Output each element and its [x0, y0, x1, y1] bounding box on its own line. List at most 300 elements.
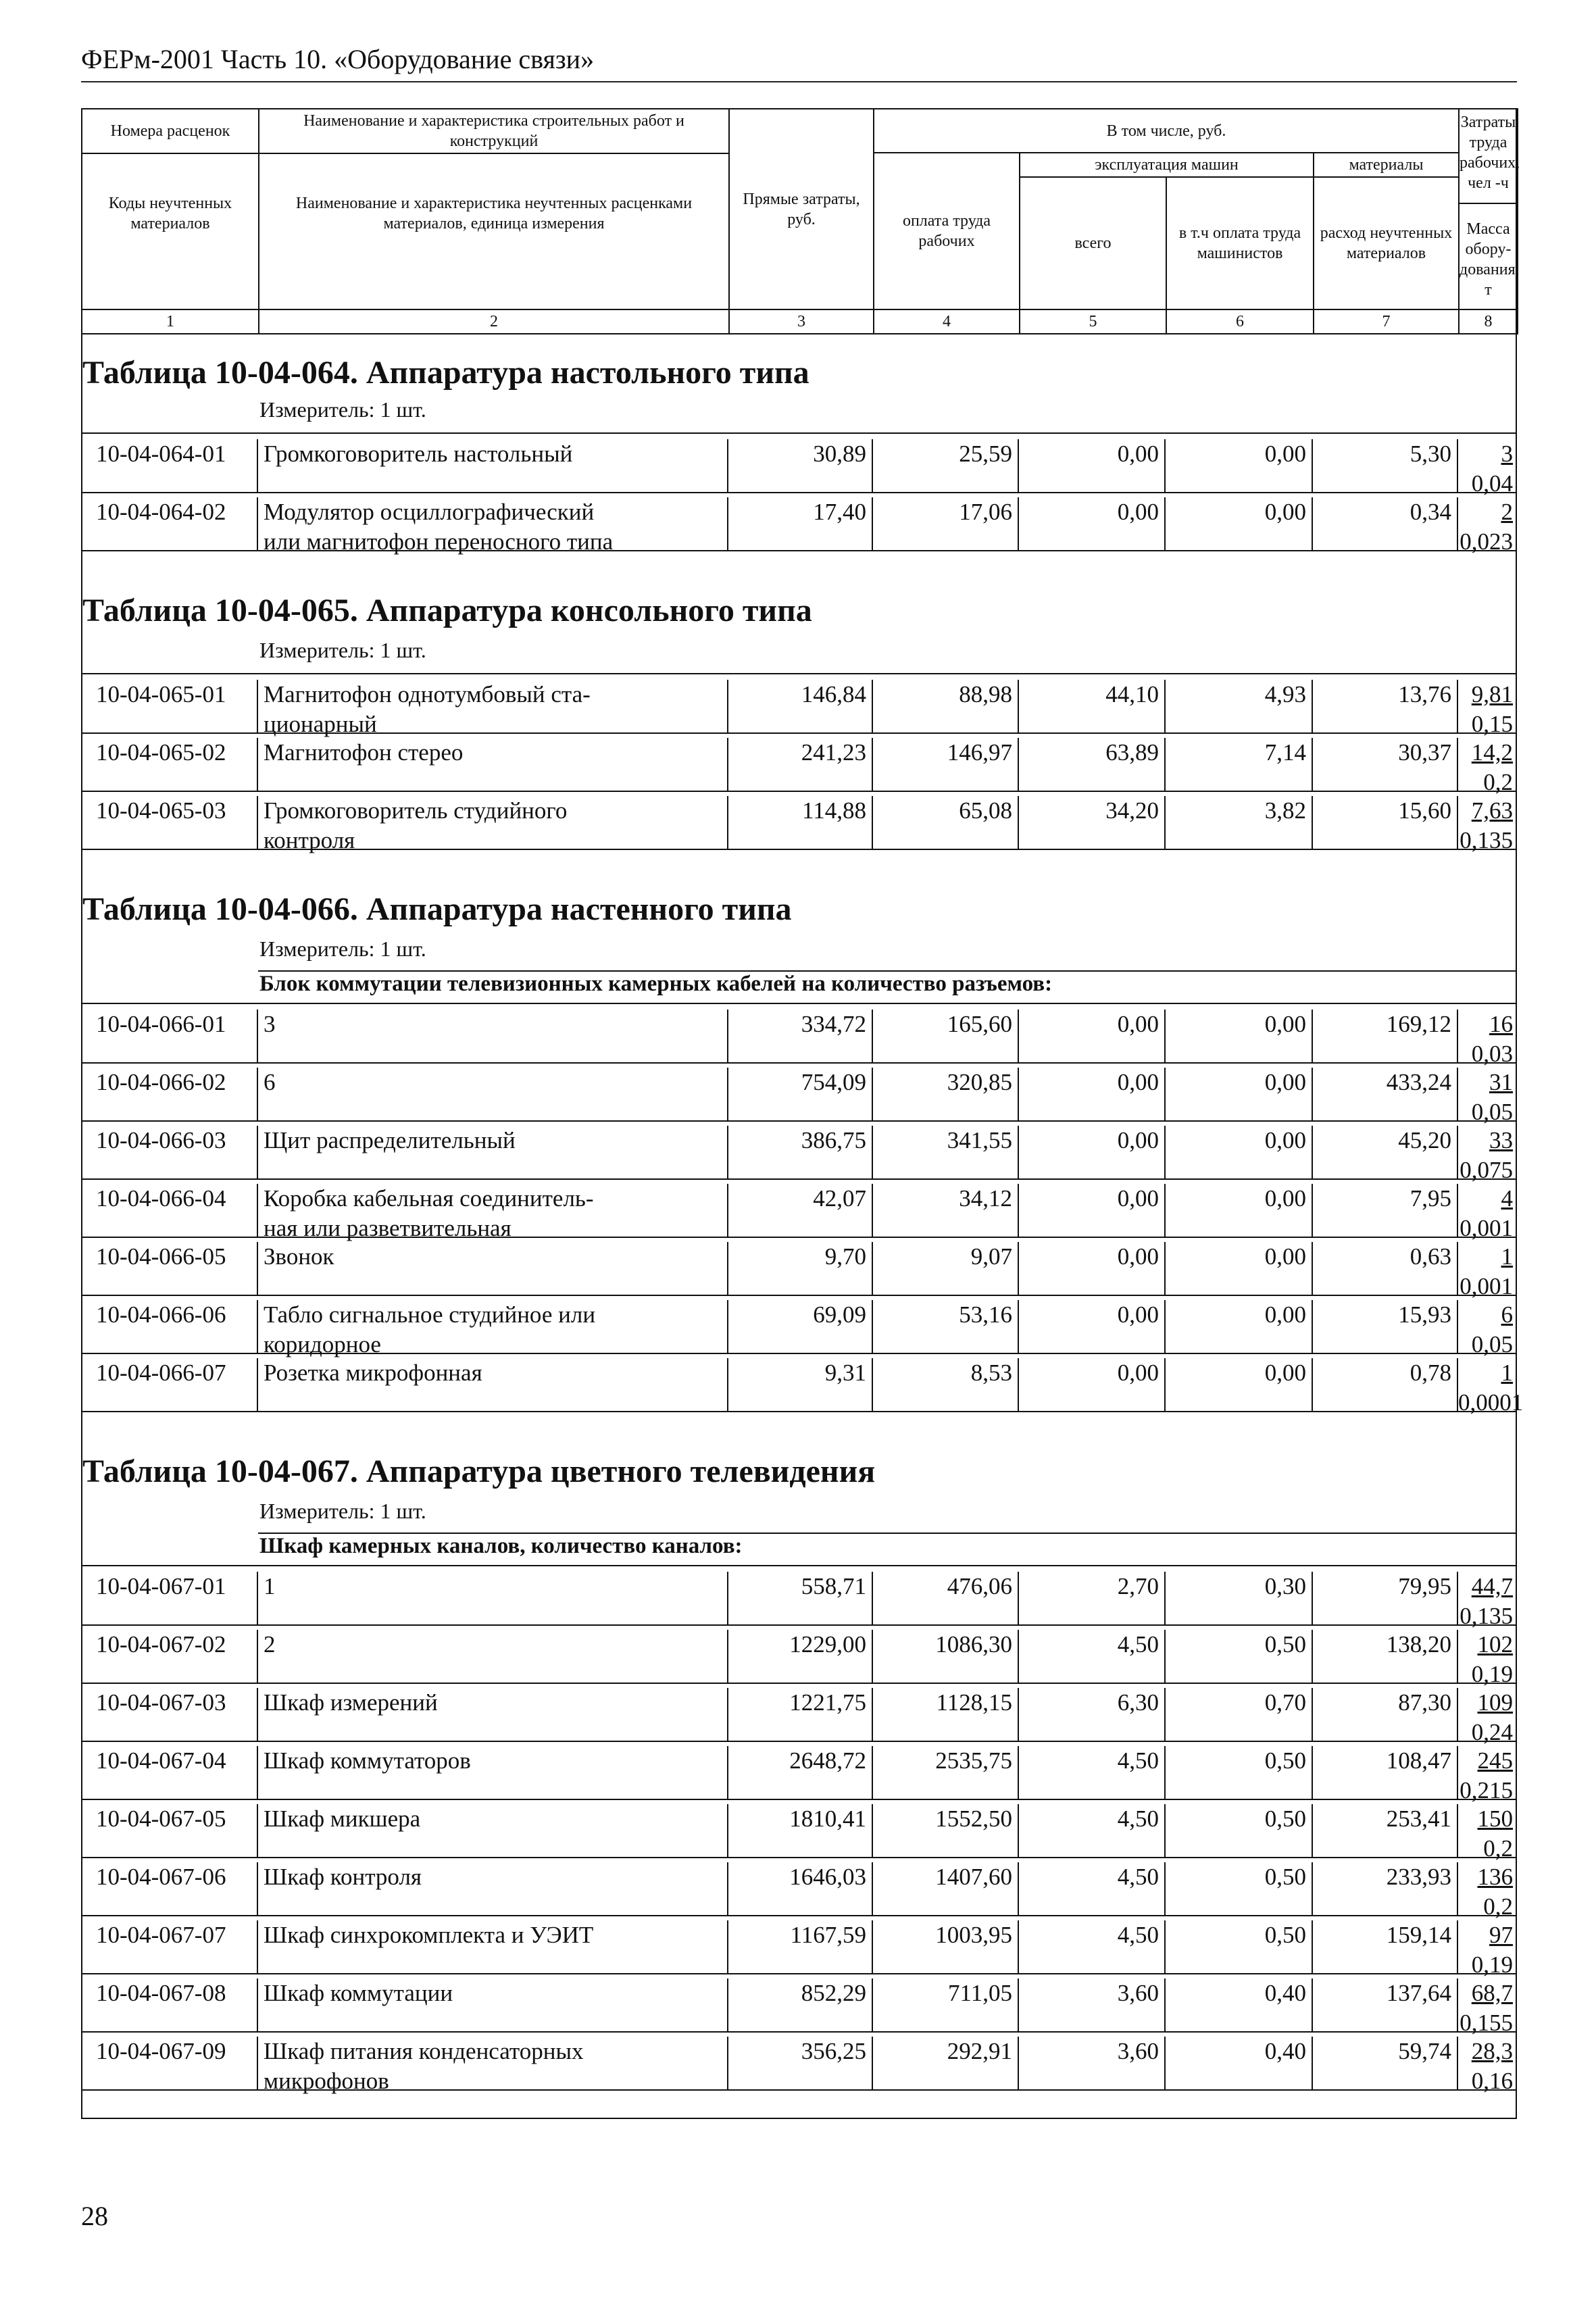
labor-mass-cell: [1458, 497, 1517, 555]
labor-hours: 31: [1489, 1069, 1513, 1095]
labor-hours: 2: [1501, 499, 1513, 525]
direct-costs: 386,75: [728, 1126, 873, 1178]
direct-costs: 9,70: [728, 1242, 873, 1295]
labor-hours: 245: [1477, 1747, 1513, 1774]
work-name: Шкаф микшера: [258, 1804, 728, 1857]
labor-hours: 3: [1501, 441, 1513, 467]
material-costs: 87,30: [1313, 1688, 1458, 1741]
material-costs: 108,47: [1313, 1746, 1458, 1799]
table-row: [81, 439, 1517, 497]
row-rule: [81, 1178, 1517, 1180]
labor-pay: 9,07: [873, 1242, 1019, 1295]
labor-pay: 1086,30: [873, 1630, 1019, 1683]
materials-cell: [1314, 153, 1459, 177]
group-header: Блок коммутации телевизионных камерных кабелей на количество разъемов:: [259, 972, 1053, 996]
work-name: Магнитофон однотумбовый ста- ционарный: [258, 680, 728, 732]
col-num-3: 3: [729, 309, 874, 334]
table-title: Таблица 10-04-064. Аппаратура настольного типа: [82, 355, 809, 391]
row-rule: [81, 1411, 1517, 1412]
machine-costs: 4,50: [1019, 1862, 1166, 1915]
equipment-mass: 0,05: [1471, 1099, 1513, 1125]
work-name: Громкоговоритель настольный: [258, 439, 728, 492]
material-costs: 7,95: [1313, 1184, 1458, 1237]
machinist-pay: 0,40: [1166, 2037, 1313, 2089]
row-rule: [81, 1915, 1517, 1916]
machinist-pay: 0,50: [1166, 1804, 1313, 1857]
labor-hours: 97: [1489, 1922, 1513, 1948]
col-num-1: 1: [82, 309, 259, 334]
direct-costs: 1229,00: [728, 1630, 873, 1683]
row-rule: [81, 1237, 1517, 1238]
group-header: Шкаф камерных каналов, количество каналов:: [259, 1534, 743, 1558]
labor-mass-cell: [1458, 439, 1517, 497]
work-name: Шкаф синхрокомплекта и УЭИТ: [258, 1920, 728, 1973]
row-rule: [81, 550, 1517, 551]
table-row: [81, 1184, 1517, 1241]
rule: [81, 1565, 1517, 1566]
labor-hours: 150: [1477, 1806, 1513, 1832]
material-costs: 30,37: [1313, 738, 1458, 791]
machinist-pay: 0,00: [1166, 1300, 1313, 1353]
machine-costs: 3,60: [1019, 1978, 1166, 2031]
direct-costs: 1221,75: [728, 1688, 873, 1741]
machine-costs: 0,00: [1019, 497, 1166, 550]
machine-costs: 2,70: [1019, 1572, 1166, 1624]
machines-total-label: всего: [1074, 234, 1112, 252]
machinist-pay: 0,00: [1166, 1010, 1313, 1062]
rate-code: 10-04-065-03: [81, 796, 258, 849]
row-rule: [81, 1741, 1517, 1742]
row-rule: [81, 1295, 1517, 1296]
col-num-6: 6: [1166, 309, 1314, 334]
direct-costs: 558,71: [728, 1572, 873, 1624]
labor-pay: 320,85: [873, 1068, 1019, 1120]
machinist-pay: 0,00: [1166, 497, 1313, 550]
material-costs: 233,93: [1313, 1862, 1458, 1915]
rate-code: 10-04-064-02: [81, 497, 258, 550]
direct-costs: 241,23: [728, 738, 873, 791]
col-num-8: 8: [1459, 309, 1518, 334]
equipment-mass: 0,155: [1460, 2010, 1513, 2036]
col-num-2: 2: [259, 309, 729, 334]
row-rule: [81, 849, 1517, 850]
machinist-pay: 0,40: [1166, 1978, 1313, 2031]
work-name: 6: [258, 1068, 728, 1120]
direct-costs: 17,40: [728, 497, 873, 550]
rate-code: 10-04-067-01: [81, 1572, 258, 1624]
equipment-mass: 0,075: [1460, 1157, 1513, 1183]
machinist-pay: 4,93: [1166, 680, 1313, 732]
unit-label: Измеритель: 1 шт.: [259, 937, 426, 961]
material-use-cell: [1314, 177, 1459, 309]
labor-hours: 4: [1501, 1185, 1513, 1212]
machines-total-cell: [1020, 177, 1166, 309]
labor-hours: 102: [1477, 1631, 1513, 1658]
labor-pay-cell: [874, 153, 1020, 309]
machinist-pay: 0,50: [1166, 1746, 1313, 1799]
direct-costs: 146,84: [728, 680, 873, 732]
group-cell: [874, 109, 1459, 153]
table-row: [81, 1862, 1517, 1920]
labor-pay: 1552,50: [873, 1804, 1019, 1857]
row-rule: [81, 1857, 1517, 1858]
direct-costs: 114,88: [728, 796, 873, 849]
work-name: 3: [258, 1010, 728, 1062]
labor-pay: 341,55: [873, 1126, 1019, 1178]
machinist-pay: 0,50: [1166, 1862, 1313, 1915]
material-costs: 15,60: [1313, 796, 1458, 849]
machine-costs: 0,00: [1019, 1300, 1166, 1353]
rate-code: 10-04-067-08: [81, 1978, 258, 2031]
machine-costs: 4,50: [1019, 1920, 1166, 1973]
equipment-mass: 0,19: [1471, 1661, 1513, 1687]
labor-hours: 1: [1501, 1360, 1513, 1386]
labor-pay: 165,60: [873, 1010, 1019, 1062]
labor-pay: 476,06: [873, 1572, 1019, 1624]
machine-costs: 6,30: [1019, 1688, 1166, 1741]
rate-code: 10-04-067-06: [81, 1862, 258, 1915]
machinist-pay-label: в т.ч оплата труда машинистов: [1178, 224, 1301, 262]
labor-hours: 14,2: [1471, 739, 1513, 766]
work-name: Шкаф питания конденсаторных микрофонов: [258, 2037, 728, 2089]
equipment-mass: 0,2: [1483, 769, 1513, 795]
column-header-table: [81, 108, 1518, 334]
labor-hours: 16: [1489, 1011, 1513, 1037]
row-rule: [81, 1799, 1517, 1800]
material-costs: 45,20: [1313, 1126, 1458, 1178]
labor-pay: 1128,15: [873, 1688, 1019, 1741]
labor-mass-cell: [1458, 680, 1517, 737]
col3-cell: [729, 109, 874, 309]
direct-costs: 2648,72: [728, 1746, 873, 1799]
col2-top-label: Наименование и характеристика строительных работ и конструкций: [303, 112, 684, 150]
labor-hours: 44,7: [1471, 1573, 1513, 1599]
labor-pay: 292,91: [873, 2037, 1019, 2089]
rate-code: 10-04-067-07: [81, 1920, 258, 1973]
work-name: Модулятор осциллографический или магнитофон переносного типа: [258, 497, 728, 550]
work-name: Коробка кабельная соединитель- ная или разветвительная: [258, 1184, 728, 1237]
materials-label: материалы: [1349, 156, 1424, 174]
direct-costs-label: Прямые затраты, руб.: [743, 190, 860, 228]
material-costs: 79,95: [1313, 1572, 1458, 1624]
machine-costs: 0,00: [1019, 1126, 1166, 1178]
rate-code: 10-04-067-09: [81, 2037, 258, 2089]
table-row: [81, 1242, 1517, 1299]
direct-costs: 754,09: [728, 1068, 873, 1120]
labor-mass-cell: [1458, 1126, 1517, 1183]
material-costs: 0,63: [1313, 1242, 1458, 1295]
page-number: 28: [81, 2201, 108, 2231]
rule: [81, 1003, 1517, 1004]
labor-mass-cell: [1458, 1242, 1517, 1299]
equipment-mass: 0,001: [1460, 1273, 1513, 1299]
table-row: [81, 738, 1517, 795]
labor-pay: 25,59: [873, 439, 1019, 492]
machinist-pay: 0,00: [1166, 1358, 1313, 1411]
labor-mass-cell: [1458, 1184, 1517, 1241]
work-name: Розетка микрофонная: [258, 1358, 728, 1411]
rate-code: 10-04-066-06: [81, 1300, 258, 1353]
rate-code: 10-04-066-01: [81, 1010, 258, 1062]
labor-pay-label: оплата труда рабочих: [902, 212, 991, 250]
machinist-pay: 7,14: [1166, 738, 1313, 791]
table-row: [81, 2037, 1517, 2094]
direct-costs: 356,25: [728, 2037, 873, 2089]
work-name: Щит распределительный: [258, 1126, 728, 1178]
machine-costs: 0,00: [1019, 1242, 1166, 1295]
rule: [81, 432, 1517, 434]
material-costs: 0,78: [1313, 1358, 1458, 1411]
rate-code: 10-04-067-02: [81, 1630, 258, 1683]
material-costs: 15,93: [1313, 1300, 1458, 1353]
table-row: [81, 1358, 1524, 1416]
machine-costs: 34,20: [1019, 796, 1166, 849]
labor-pay: 1003,95: [873, 1920, 1019, 1973]
direct-costs: 852,29: [728, 1978, 873, 2031]
table-row: [81, 1630, 1517, 1687]
row-rule: [81, 1062, 1517, 1064]
labor-pay: 1407,60: [873, 1862, 1019, 1915]
labor-hours: 136: [1477, 1864, 1513, 1890]
material-use-label: расход неучтенных материалов: [1320, 224, 1453, 262]
col1-top-cell: [82, 109, 259, 153]
rate-code: 10-04-066-04: [81, 1184, 258, 1237]
equipment-mass: 0,135: [1460, 827, 1513, 853]
row-rule: [81, 1624, 1517, 1626]
labor-mass-cell: [1458, 1920, 1517, 1978]
rate-code: 10-04-066-03: [81, 1126, 258, 1178]
table-row: [81, 1804, 1517, 1862]
col8-bottom-label: Масса обору- дования, т: [1460, 203, 1517, 300]
work-name: Шкаф контроля: [258, 1862, 728, 1915]
labor-mass-cell: [1458, 1804, 1517, 1862]
machinist-pay: 0,50: [1166, 1920, 1313, 1973]
direct-costs: 9,31: [728, 1358, 873, 1411]
material-costs: 5,30: [1313, 439, 1458, 492]
labor-hours: 1: [1501, 1243, 1513, 1270]
rate-code: 10-04-066-07: [81, 1358, 258, 1411]
machine-costs: 44,10: [1019, 680, 1166, 732]
table-row: [81, 1572, 1517, 1629]
row-rule: [81, 791, 1517, 792]
work-name: Шкаф коммутаторов: [258, 1746, 728, 1799]
col2-bottom-label: Наименование и характеристика неучтенных расценками материалов, единица измерения: [295, 195, 693, 232]
labor-hours: 7,63: [1471, 797, 1513, 824]
table-row: [81, 1978, 1517, 2036]
labor-mass-cell: [1458, 1630, 1517, 1687]
material-costs: 13,76: [1313, 680, 1458, 732]
table-row: [81, 1688, 1517, 1745]
direct-costs: 1167,59: [728, 1920, 873, 1973]
labor-mass-cell: [1458, 1746, 1517, 1803]
rate-code: 10-04-064-01: [81, 439, 258, 492]
labor-hours: 28,3: [1471, 2038, 1513, 2064]
machine-costs: 3,60: [1019, 2037, 1166, 2089]
direct-costs: 334,72: [728, 1010, 873, 1062]
machine-costs: 0,00: [1019, 1184, 1166, 1237]
rate-code: 10-04-065-02: [81, 738, 258, 791]
labor-mass-cell: [1458, 1862, 1517, 1920]
work-name: Магнитофон стерео: [258, 738, 728, 791]
col1-bottom-label: Коды неучтенных материалов: [108, 195, 232, 232]
col-num-7: 7: [1314, 309, 1459, 334]
table-row: [81, 1126, 1517, 1183]
col1-bottom-cell: [82, 153, 259, 309]
row-rule: [81, 1353, 1517, 1354]
machinist-pay: 0,00: [1166, 1068, 1313, 1120]
machinist-pay: 0,00: [1166, 1242, 1313, 1295]
machine-costs: 4,50: [1019, 1804, 1166, 1857]
rate-code: 10-04-067-05: [81, 1804, 258, 1857]
direct-costs: 1810,41: [728, 1804, 873, 1857]
labor-mass-cell: [1458, 1688, 1517, 1745]
unit-label: Измеритель: 1 шт.: [259, 638, 426, 662]
equipment-mass: 0,2: [1483, 1893, 1513, 1920]
rate-code: 10-04-067-04: [81, 1746, 258, 1799]
row-rule: [81, 1683, 1517, 1684]
rule: [81, 673, 1517, 674]
equipment-mass: 0,04: [1471, 470, 1513, 497]
work-name: 1: [258, 1572, 728, 1624]
rate-code: 10-04-065-01: [81, 680, 258, 732]
labor-pay: 146,97: [873, 738, 1019, 791]
material-costs: 433,24: [1313, 1068, 1458, 1120]
labor-pay: 2535,75: [873, 1746, 1019, 1799]
table-row: [81, 680, 1517, 737]
equipment-mass: 0,15: [1471, 711, 1513, 737]
equipment-mass: 0,19: [1471, 1951, 1513, 1978]
material-costs: 138,20: [1313, 1630, 1458, 1683]
machinist-pay: 0,30: [1166, 1572, 1313, 1624]
rate-code: 10-04-066-02: [81, 1068, 258, 1120]
col1-top-label: Номера расценок: [110, 122, 230, 140]
direct-costs: 1646,03: [728, 1862, 873, 1915]
row-rule: [81, 2031, 1517, 2033]
equipment-mass: 0,215: [1460, 1777, 1513, 1803]
header-rule: [81, 81, 1517, 82]
table-row: [81, 1920, 1517, 1978]
machines-cell: [1020, 153, 1314, 177]
labor-hours: 6: [1501, 1301, 1513, 1328]
work-name: Громкоговоритель студийного контроля: [258, 796, 728, 849]
machinist-pay: 0,00: [1166, 439, 1313, 492]
direct-costs: 30,89: [728, 439, 873, 492]
labor-pay: 88,98: [873, 680, 1019, 732]
equipment-mass: 0,05: [1471, 1331, 1513, 1358]
material-costs: 159,14: [1313, 1920, 1458, 1973]
machinist-pay: 0,70: [1166, 1688, 1313, 1741]
equipment-mass: 0,001: [1460, 1215, 1513, 1241]
material-costs: 253,41: [1313, 1804, 1458, 1857]
row-rule: [81, 492, 1517, 493]
labor-hours: 33: [1489, 1127, 1513, 1153]
machine-costs: 0,00: [1019, 439, 1166, 492]
labor-mass-cell: [1458, 1358, 1524, 1416]
equipment-mass: 0,16: [1471, 2068, 1513, 2094]
labor-hours: 68,7: [1471, 1980, 1513, 2006]
machine-costs: 4,50: [1019, 1746, 1166, 1799]
table-row: [81, 1746, 1517, 1803]
equipment-mass: 0,24: [1471, 1719, 1513, 1745]
table-row: [81, 1300, 1517, 1358]
equipment-mass: 0,03: [1471, 1041, 1513, 1067]
labor-pay: 65,08: [873, 796, 1019, 849]
labor-pay: 711,05: [873, 1978, 1019, 2031]
labor-mass-cell: [1458, 2037, 1517, 2094]
machines-label: эксплуатация машин: [1095, 156, 1239, 174]
machine-costs: 4,50: [1019, 1630, 1166, 1683]
table-row: [81, 796, 1517, 853]
work-name: Табло сигнальное студийное или коридорное: [258, 1300, 728, 1353]
labor-pay: 17,06: [873, 497, 1019, 550]
work-name: Шкаф измерений: [258, 1688, 728, 1741]
table-title: Таблица 10-04-065. Аппаратура консольного типа: [82, 593, 812, 628]
equipment-mass: 0,0001: [1458, 1389, 1524, 1416]
material-costs: 169,12: [1313, 1010, 1458, 1062]
labor-mass-cell: [1458, 738, 1517, 795]
machinist-pay-cell: [1166, 177, 1314, 309]
row-rule: [81, 1973, 1517, 1974]
table-title: Таблица 10-04-067. Аппаратура цветного телевидения: [82, 1453, 876, 1489]
group-label: В том числе, руб.: [1106, 122, 1226, 140]
machine-costs: 0,00: [1019, 1358, 1166, 1411]
machinist-pay: 0,00: [1166, 1184, 1313, 1237]
rate-code: 10-04-066-05: [81, 1242, 258, 1295]
labor-pay: 34,12: [873, 1184, 1019, 1237]
col2-top-cell: [259, 109, 729, 153]
machine-costs: 0,00: [1019, 1068, 1166, 1120]
col8-top-label: Затраты труда рабочих, чел -ч: [1460, 114, 1520, 192]
table-row: [81, 1068, 1517, 1125]
machinist-pay: 3,82: [1166, 796, 1313, 849]
machinist-pay: 0,00: [1166, 1126, 1313, 1178]
labor-hours: 9,81: [1471, 681, 1513, 707]
row-rule: [81, 732, 1517, 734]
row-rule: [81, 2089, 1517, 2091]
labor-mass-cell: [1458, 1010, 1517, 1067]
col8-cell: [1459, 109, 1518, 309]
labor-pay: 8,53: [873, 1358, 1019, 1411]
unit-label: Измеритель: 1 шт.: [259, 397, 426, 422]
machine-costs: 0,00: [1019, 1010, 1166, 1062]
equipment-mass: 0,135: [1460, 1603, 1513, 1629]
labor-mass-cell: [1458, 1068, 1517, 1125]
rate-code: 10-04-067-03: [81, 1688, 258, 1741]
labor-pay: 53,16: [873, 1300, 1019, 1353]
unit-label: Измеритель: 1 шт.: [259, 1499, 426, 1523]
labor-mass-cell: [1458, 1572, 1517, 1629]
material-costs: 137,64: [1313, 1978, 1458, 2031]
labor-mass-cell: [1458, 1300, 1517, 1358]
row-rule: [81, 1120, 1517, 1122]
col2-bottom-cell: [259, 153, 729, 309]
direct-costs: 69,09: [728, 1300, 873, 1353]
machine-costs: 63,89: [1019, 738, 1166, 791]
material-costs: 0,34: [1313, 497, 1458, 550]
work-name: Шкаф коммутации: [258, 1978, 728, 2031]
labor-mass-cell: [1458, 796, 1517, 853]
equipment-mass: 0,023: [1460, 528, 1513, 555]
col-num-5: 5: [1020, 309, 1166, 334]
material-costs: 59,74: [1313, 2037, 1458, 2089]
table-title: Таблица 10-04-066. Аппаратура настенного типа: [82, 891, 792, 927]
work-name: 2: [258, 1630, 728, 1683]
table-row: [81, 497, 1517, 555]
labor-mass-cell: [1458, 1978, 1517, 2036]
equipment-mass: 0,2: [1483, 1835, 1513, 1862]
table-row: [81, 1010, 1517, 1067]
machinist-pay: 0,50: [1166, 1630, 1313, 1683]
